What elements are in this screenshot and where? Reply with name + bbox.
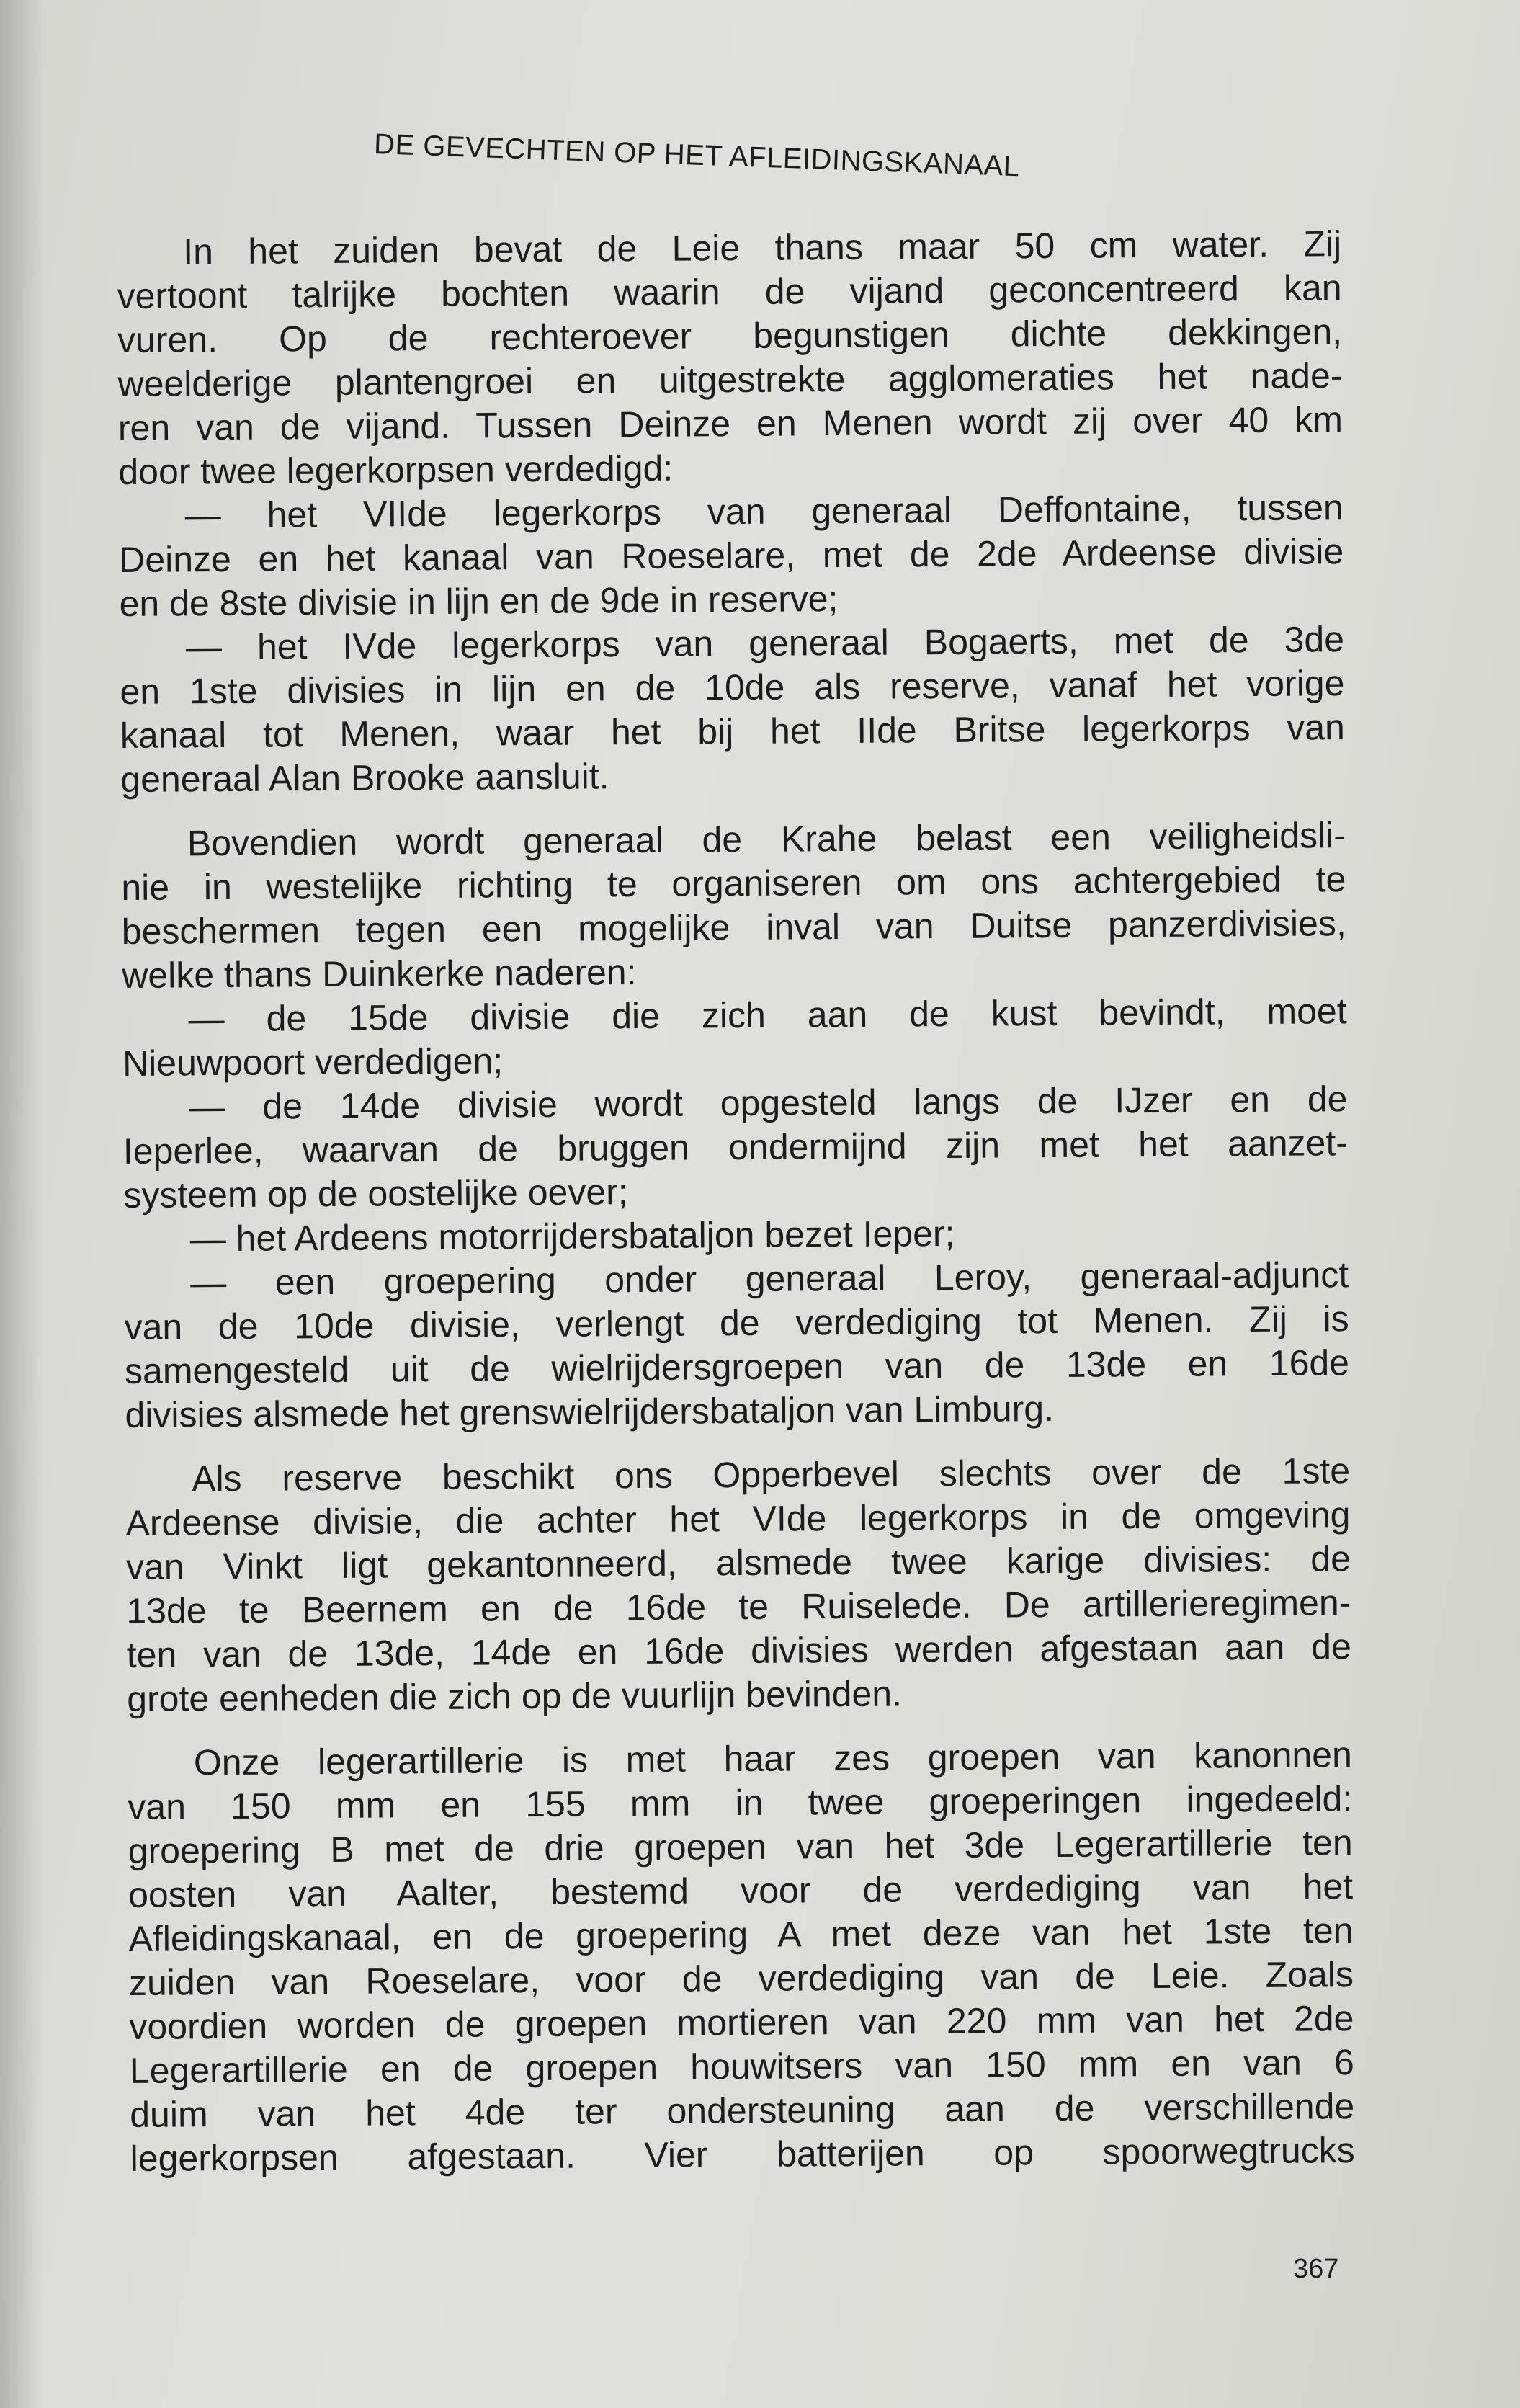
paragraph-4 [128,1733,1355,2181]
text-line: In het zuiden bevat de Leie thans maar 50 cm water. Zij [183,223,1342,272]
text-line: door twee legerkorpsen verdedigd: [118,447,674,492]
text-line: systeem op de oostelijke oever; [123,1172,628,1216]
page-gutter-shadow [0,0,43,2408]
text-line: welke thans Duinkerke naderen: [122,951,637,996]
text-line: voordien worden de groepen mortieren van 220 mm van het 2de [129,1998,1354,2047]
text-line: weelderige plantengroei en uitgestrekte agglomeraties het nade- [117,355,1343,404]
text-line: Ardeense divisie, die achter het VIde legerkorps in de omgeving [125,1494,1351,1543]
text-line: duim van het 4de ter ondersteuning aan de verschillende [130,2086,1355,2135]
text-line: samengesteld uit de wielrijdersgroepen van de 13de en 16de [124,1342,1350,1391]
text-line: Bovendien wordt generaal de Krahe belast een veiligheidsli- [187,815,1346,864]
running-head: DE GEVECHTEN OP HET AFLEIDINGSKANAAL [373,128,1021,183]
text-line: legerkorpsen afgestaan. Vier batterijen op spoorwegtrucks [130,2130,1355,2179]
text-line: — het VIIde legerkorps van generaal Deffontaine, tussen [184,487,1344,536]
text-line: Ieperlee, waarvan de bruggen ondermijnd zijn met het aanzet- [122,1123,1349,1172]
text-line: — het Ardeens motorrijdersbataljon bezet Ieper; [189,1213,955,1259]
text-line: Afleidingskanaal, en de groepering A met deze van het 1ste ten [128,1910,1354,1959]
text-line: kanaal tot Menen, waar het bij het IIde Britse legerkorps van [120,707,1346,756]
text-line: nie in westelijke richting te organiseren om ons achtergebied te [121,859,1346,908]
text-line: vuren. Op de rechteroever begunstigen dichte dekkingen, [117,311,1343,360]
text-line: ren van de vijand. Tussen Deinze en Menen wordt zij over 40 km [117,399,1344,448]
text-line: van Vinkt ligt gekantonneerd, alsmede twee karige divisies: de [125,1538,1351,1587]
text-line: van de 10de divisie, verlengt de verdediging tot Menen. Zij is [124,1298,1349,1347]
text-line: Als reserve beschikt ons Opperbevel slechts over de 1ste [191,1450,1351,1499]
text-line: — een groepering onder generaal Leroy, generaal-adjunct [190,1254,1349,1303]
text-line: — het IVde legerkorps van generaal Bogaerts, met de 3de [185,619,1345,668]
page-number: 367 [1293,2254,1339,2284]
text-line: oosten van Aalter, bestemd voor de verdediging van het [128,1866,1354,1915]
text-line: beschermen tegen een mogelijke inval van Duitse panzerdivisies, [121,903,1346,952]
text-line: zuiden van Roeselare, voor de verdediging van de Leie. Zoals [128,1954,1354,2003]
text-line: Nieuwpoort verdedigen; [122,1040,504,1084]
text-line: generaal Alan Brooke aansluit. [120,756,609,800]
text-line: en 1ste divisies in lijn en de 10de als reserve, vanaf het vorige [120,663,1345,712]
text-line: 13de te Beernem en de 16de te Ruiselede. De artillerieregimen- [126,1582,1351,1631]
text-line: Deinze en het kanaal van Roeselare, met de 2de Ardeense divisie [118,531,1344,580]
text-line: ten van de 13de, 14de en 16de divisies werden afgestaan aan de [126,1626,1351,1675]
text-line: grote eenheden die zich op de vuurlijn bevinden. [127,1673,903,1719]
paragraph-2 [121,813,1350,1437]
text-line: Legerartillerie en de groepen houwitsers van 150 mm en van 6 [129,2042,1354,2091]
text-line: — de 15de divisie die zich aan de kust bevindt, moet [188,991,1347,1040]
text-line: — de 14de divisie wordt opgesteld langs de IJzer en de [189,1079,1348,1128]
body-text [117,222,1355,2201]
paragraph-1 [117,222,1345,802]
text-line: Onze legerartillerie is met haar zes groepen van kanonnen [193,1734,1353,1783]
paragraph-3 [125,1449,1352,1721]
text-line: vertoont talrijke bochten waarin de vijand geconcentreerd kan [117,267,1342,316]
text-line: en de 8ste divisie in lijn en de 9de in reserve; [119,579,839,624]
text-line: divisies alsmede het grenswielrijdersbataljon van Limburg. [125,1388,1055,1435]
text-line: groepering B met de drie groepen van het 3de Legerartillerie ten [128,1822,1353,1871]
text-line: van 150 mm en 155 mm in twee groeperingen ingedeeld: [128,1778,1353,1827]
